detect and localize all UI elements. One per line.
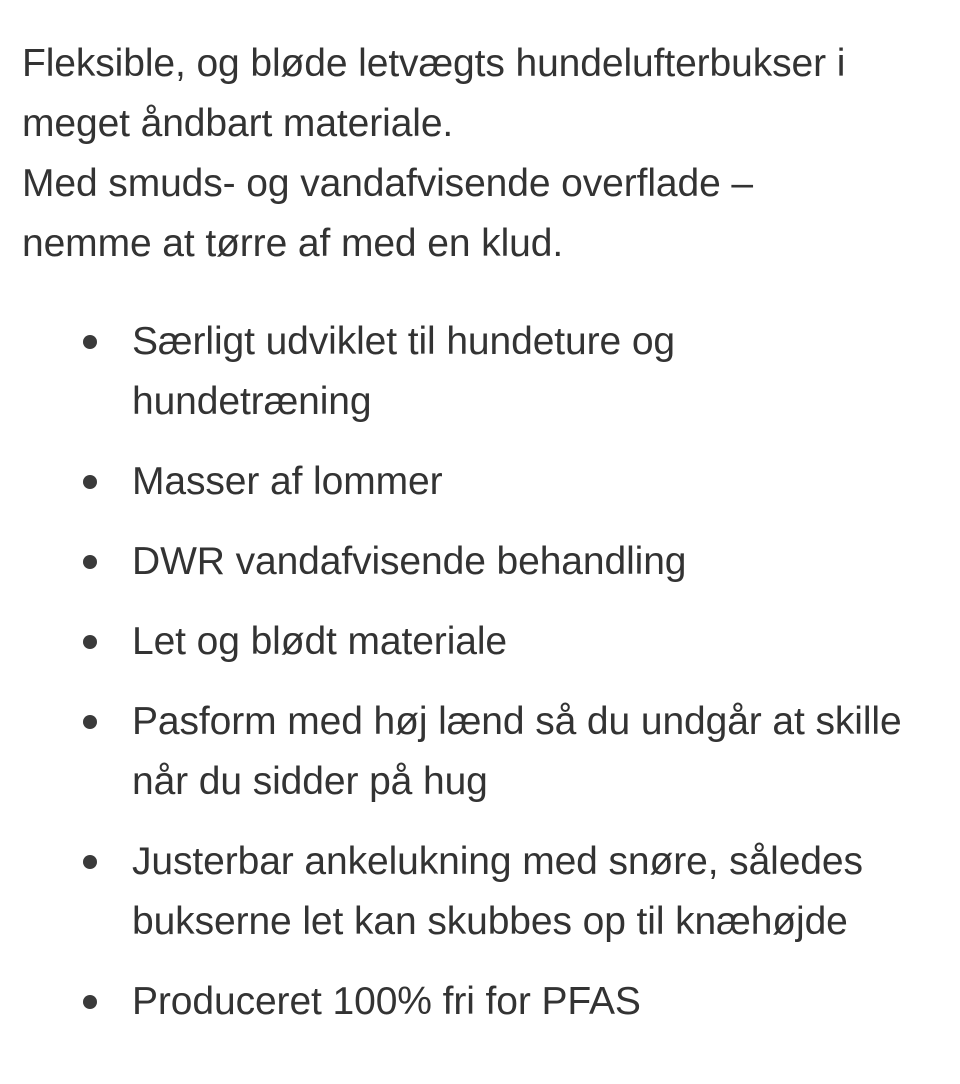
feature-list-item — [0, 452, 960, 512]
bullet-point-icon — [83, 475, 97, 489]
feature-list-item — [0, 692, 960, 812]
bullet-point-icon — [83, 635, 97, 649]
intro-line-3: Med smuds- og vandafvisende overflade – — [22, 162, 754, 205]
feature-item-label: Særligt udviklet til hundeture og hundetræning — [132, 320, 676, 423]
feature-item-label: Masser af lommer — [132, 460, 443, 503]
feature-item-label: Let og blødt materiale — [132, 620, 508, 663]
feature-list-item — [0, 532, 960, 592]
feature-list-item — [0, 832, 960, 952]
intro-line-2: meget åndbart materiale. — [22, 102, 454, 145]
bullet-point-icon — [83, 555, 97, 569]
bullet-point-icon — [83, 855, 97, 869]
feature-item-label: Pasform med høj lænd så du undgår at skille når du sidder på hug — [132, 700, 902, 803]
bullet-point-icon — [83, 715, 97, 729]
feature-list-item — [0, 972, 960, 1032]
bullet-point-icon — [83, 335, 97, 349]
feature-item-label: Produceret 100% fri for PFAS — [132, 980, 641, 1023]
feature-list — [0, 312, 960, 1032]
bullet-point-icon — [83, 995, 97, 1009]
feature-list-item — [0, 312, 960, 432]
feature-item-label: Justerbar ankelukning med snøre, således bukserne let kan skubbes op til knæhøjde — [132, 840, 863, 943]
feature-item-label: DWR vandafvisende behandling — [132, 540, 687, 583]
intro-line-4: nemme at tørre af med en klud. — [22, 222, 564, 265]
intro-paragraph — [22, 34, 912, 274]
feature-list-item — [0, 612, 960, 672]
intro-line-1: Fleksible, og bløde letvægts hundelufterbukser i — [22, 42, 846, 85]
